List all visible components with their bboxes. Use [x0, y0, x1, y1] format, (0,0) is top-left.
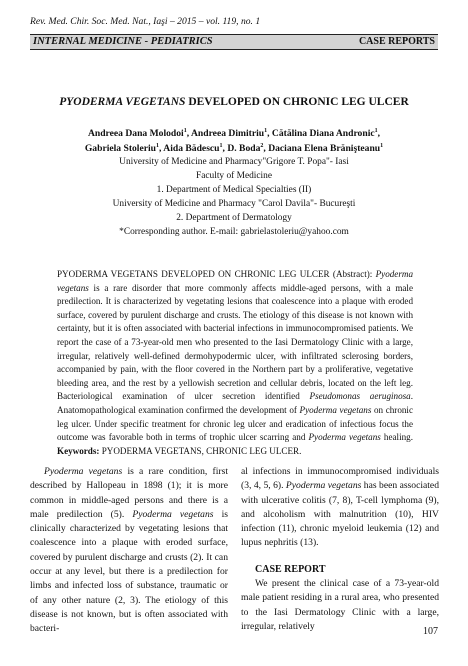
- abstract-italic: Pyoderma vegetans: [57, 269, 413, 293]
- author-affil: 2: [260, 142, 264, 149]
- author-name: Cătălina Diana Andronic: [271, 128, 375, 139]
- body-italic: Pyoderma vegetans: [44, 466, 123, 477]
- body-text: is a rare condition, first described by Hallopeau in 1898 (1); it is more common in middle-aged persons and there is a male predilection (5).: [30, 466, 228, 520]
- body-text: has been associated with ulcerative colitis (7, 8), T-cell lymphoma (9), and alcoholism with malnutrition (10), HIV infection (11), chronic myeloid leukemia (12) and lupus nephritis (13).: [241, 480, 439, 549]
- author-affil: 1: [380, 142, 384, 149]
- body-column-right: [241, 465, 439, 634]
- author-affil: 1: [183, 127, 187, 134]
- affiliation-faculty: Faculty of Medicine: [195, 171, 273, 181]
- body-italic: Pyoderma vegetans: [285, 480, 362, 492]
- body-text: is clinically characterized by vegetating lesions that coalescence into a plaque with eroded surface, covered by purulent discharge and crusts (2). It can occur at any level, but there is a predilection for limbs and infected loss of substance, traumatic or of any other nature (2, 3). The etiology of this disease is not known, but is often associated with bacteri-: [30, 508, 228, 635]
- author-affil: 1: [374, 127, 378, 134]
- section-name: INTERNAL MEDICINE - PEDIATRICS: [33, 36, 213, 47]
- article-title: [0, 96, 468, 108]
- section-banner: [30, 34, 438, 50]
- body-text: al infections in immunocompromised individuals (3, 4, 5, 6).: [241, 466, 439, 492]
- author-name: Aida Bădescu: [163, 143, 220, 154]
- abstract-italic: Pyoderma vegetans: [299, 404, 372, 415]
- title-italic: PYODERMA VEGETANS: [59, 96, 186, 108]
- body-column-left: [30, 465, 228, 637]
- keywords-label: Keywords:: [57, 445, 100, 456]
- abstract-text: PYODERMA VEGETANS DEVELOPED ON CHRONIC LEG ULCER (Abstract):: [57, 269, 376, 279]
- article-type-label: CASE REPORTS: [358, 36, 435, 47]
- body-text: We present the clinical case of a 73-year-old male patient residing in a rural area, who presented to the Iasi Dermatology Clinic with a large, irregular, relatively: [241, 578, 439, 632]
- body-paragraph: [241, 465, 439, 551]
- abstract-text: . Anatomopathological examination confirmed the development of: [57, 391, 414, 415]
- affiliation-department-2: 2. Department of Dermatology: [176, 213, 292, 223]
- body-paragraph: [241, 577, 439, 634]
- author-line-1: Andreea Dana Molodoi$^1$, Andreea Dimitriu$^1$, Cătălina Diana Andronic$^1$,: [87, 127, 381, 139]
- abstract-text: is a rare disorder that more commonly affects middle-aged persons, with a male predilection. It is characterized by vegetating lesions that coalescence into a plaque with eroded surface, covered by purulent discharge and crusts. The etiology of this disease is not known with certainty, but it is often associated with bacterial infections in immunocompromised patients. We report the case of a 73-year-old men who presented to the Iasi Dermatology Clinic with a large, irregular, relatively well-defined dermohypodermic ulcer, with infiltrated sclerosing borders, accompanied by pain, with the floor covered in the Northern part by a proliferative, vegetative bleeding area, and the rest by a yellowish secretion and cellular debris, located on the left leg. Bacteriological examination of ulcer secretion identified: [57, 282, 413, 402]
- author-name: D. Boda: [227, 143, 261, 154]
- author-affil: 1: [156, 142, 159, 149]
- page-number: 107: [423, 626, 438, 637]
- body-paragraph: [30, 465, 228, 637]
- author-name: Daciana Elena Brănişteanu: [268, 143, 381, 154]
- case-report-heading: CASE REPORT: [255, 563, 326, 575]
- abstract-text: healing.: [380, 432, 413, 443]
- abstract-text: on chronic leg ulcer. Under specific treatment for chronic leg ulcer and eradication of infectious focus the outcome was favorable both in terms of trophic ulcer scarring and: [57, 404, 413, 443]
- body-italic: Pyoderma vegetans: [132, 508, 214, 520]
- journal-citation: Rev. Med. Chir. Soc. Med. Nat., Iaşi – 2015 – vol. 119, no. 1: [30, 16, 261, 27]
- corresponding-author: *Corresponding author. E-mail: gabrielastoleriu@yahoo.com: [119, 227, 349, 237]
- affiliation-university-bucuresti: University of Medicine and Pharmacy "Carol Davila"- Bucureşti: [112, 199, 356, 209]
- abstract: [57, 268, 413, 458]
- author-line-2: Gabriela Stoleriu$^1$, Aida Bădescu$^1$, D. Boda$^2$, Daciana Elena Brănişteanu$^1$: [84, 142, 384, 154]
- title-rest: DEVELOPED ON CHRONIC LEG ULCER: [185, 96, 409, 108]
- author-affil: 1: [264, 127, 268, 134]
- keywords-text: PYODERMA VEGETANS, CHRONIC LEG ULCER.: [99, 445, 302, 456]
- affiliation-university-iasi: University of Medicine and Pharmacy"Grigore T. Popa"- Iasi: [119, 157, 349, 167]
- author-affil: 1: [219, 142, 223, 149]
- abstract-italic: Pyoderma vegetans: [308, 432, 381, 443]
- affiliation-department-1: 1. Department of Medical Specialties (II): [156, 185, 312, 195]
- author-name: Andreea Dimitriu: [191, 128, 265, 139]
- abstract-italic: Pseudomonas aeruginosa: [309, 391, 411, 402]
- author-name: Andreea Dana Molodoi: [87, 128, 184, 139]
- author-name: Gabriela Stoleriu: [84, 143, 156, 154]
